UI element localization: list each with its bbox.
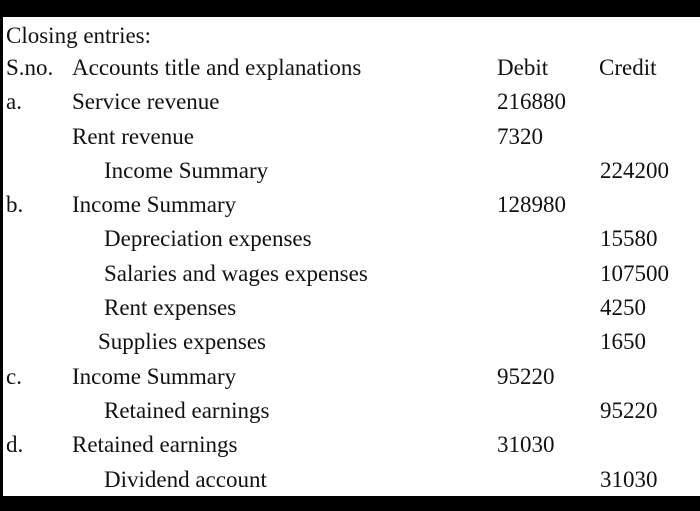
row-sno: c. (6, 363, 22, 389)
table-row (3, 396, 700, 430)
row-account: Income Summary (72, 363, 237, 389)
page-title: Closing entries: (6, 23, 152, 48)
table-row (3, 293, 700, 327)
row-debit: 216880 (497, 89, 566, 115)
row-account: Income Summary (104, 157, 269, 183)
header-credit: Credit (599, 55, 657, 80)
row-debit: 7320 (497, 123, 543, 149)
row-credit: 1650 (600, 329, 646, 355)
table-row (3, 87, 700, 121)
row-debit: 128980 (497, 192, 566, 218)
row-account: Retained earnings (72, 432, 238, 458)
header-sno: S.no. (6, 55, 54, 80)
row-credit: 31030 (600, 466, 658, 492)
table-row (3, 122, 700, 156)
table-row (3, 362, 700, 396)
table-header-row (3, 53, 700, 87)
row-sno: b. (6, 192, 24, 218)
row-credit: 95220 (600, 397, 658, 423)
row-sno: a. (6, 89, 22, 115)
table-row (3, 327, 700, 361)
row-sno: d. (6, 432, 24, 458)
table-row (3, 430, 700, 464)
table-row (3, 190, 700, 224)
row-account: Rent revenue (72, 123, 194, 149)
row-debit: 31030 (497, 432, 555, 458)
row-credit: 224200 (600, 157, 669, 183)
row-account: Supplies expenses (98, 329, 267, 355)
row-debit: 95220 (497, 363, 555, 389)
row-credit: 4250 (600, 295, 646, 321)
journal-table (3, 53, 700, 499)
row-account: Rent expenses (104, 295, 237, 321)
row-credit: 107500 (600, 260, 669, 286)
table-row (3, 465, 700, 499)
table-row (3, 259, 700, 293)
row-account: Service revenue (72, 89, 220, 115)
row-account: Depreciation expenses (104, 226, 312, 252)
row-account: Retained earnings (104, 397, 270, 423)
table-row (3, 156, 700, 190)
closing-entries-sheet (0, 17, 700, 496)
table-row (3, 224, 700, 258)
row-credit: 15580 (600, 226, 658, 252)
row-account: Dividend account (104, 466, 267, 492)
header-debit: Debit (497, 55, 549, 80)
header-account: Accounts title and explanations (72, 55, 362, 80)
row-account: Income Summary (72, 192, 237, 218)
row-account: Salaries and wages expenses (104, 260, 368, 286)
